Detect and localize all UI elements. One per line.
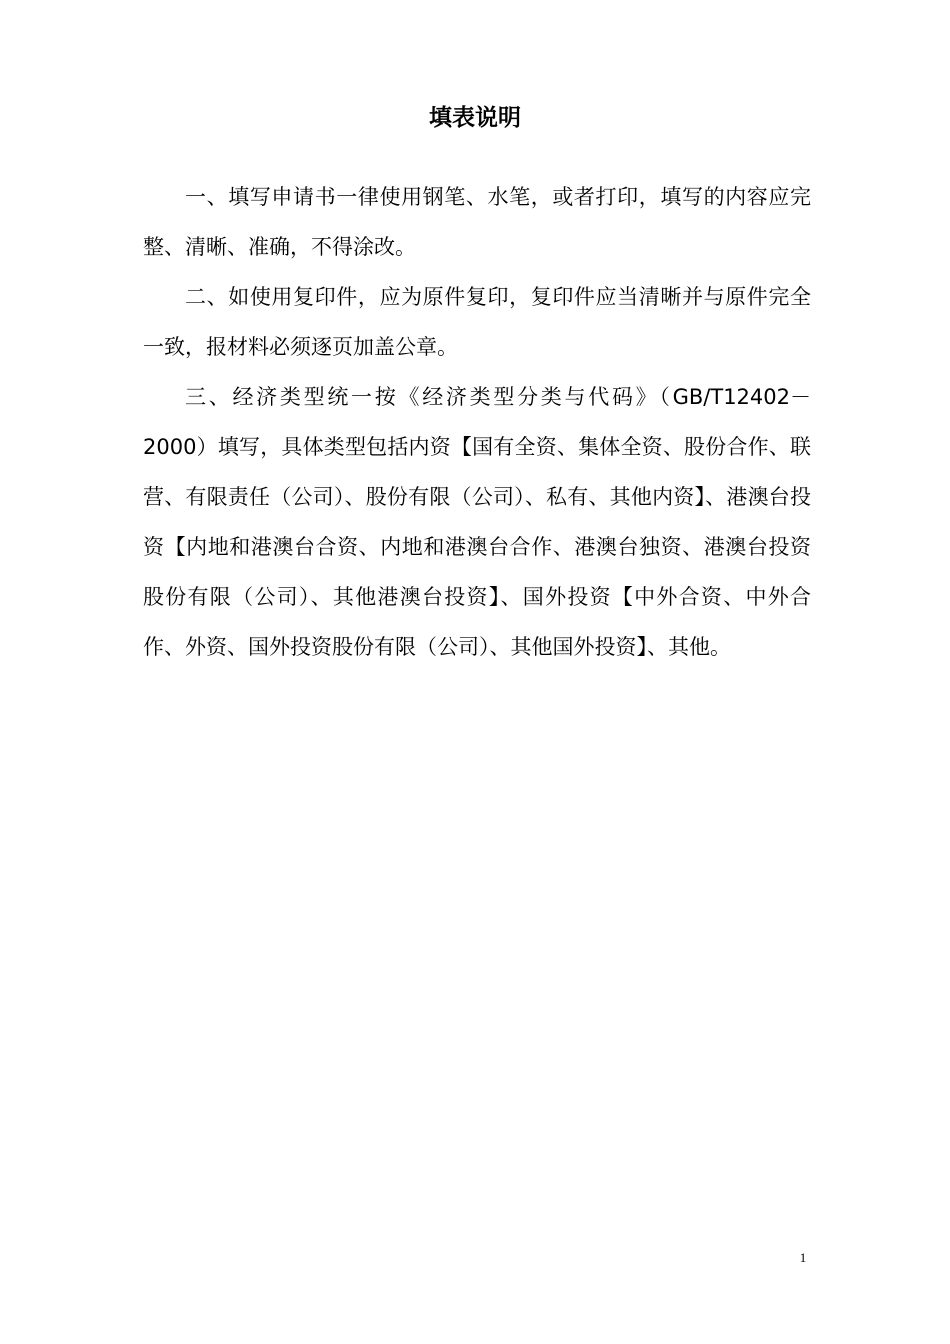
document-title: 填表说明: [429, 105, 521, 131]
page-number: 1: [799, 1250, 807, 1265]
instruction-paragraph-1: 一、填写申请书一律使用钢笔、水笔，或者打印，填写的内容应完整、清晰、准确，不得涂改。: [143, 185, 811, 259]
instruction-paragraph-3: 三、经济类型统一按《经济类型分类与代码》（GB/T12402－2000）填写，具体类型包括内资【国有全资、集体全资、股份合作、联营、有限责任（公司）、股份有限（公司）、私有、其他内资】、港澳台投资【内地和港澳台合资、内地和港澳台合作、港澳台独资、港澳台投资股份有限（公司）、其他港澳台投资】、国外投资【中外合资、中外合作、外资、国外投资股份有限（公司）、其他国外投资】、其他。: [143, 385, 811, 659]
instruction-paragraph-2: 二、如使用复印件，应为原件复印，复印件应当清晰并与原件完全一致，报材料必须逐页加盖公章。: [143, 285, 811, 359]
document-body: [143, 172, 811, 672]
